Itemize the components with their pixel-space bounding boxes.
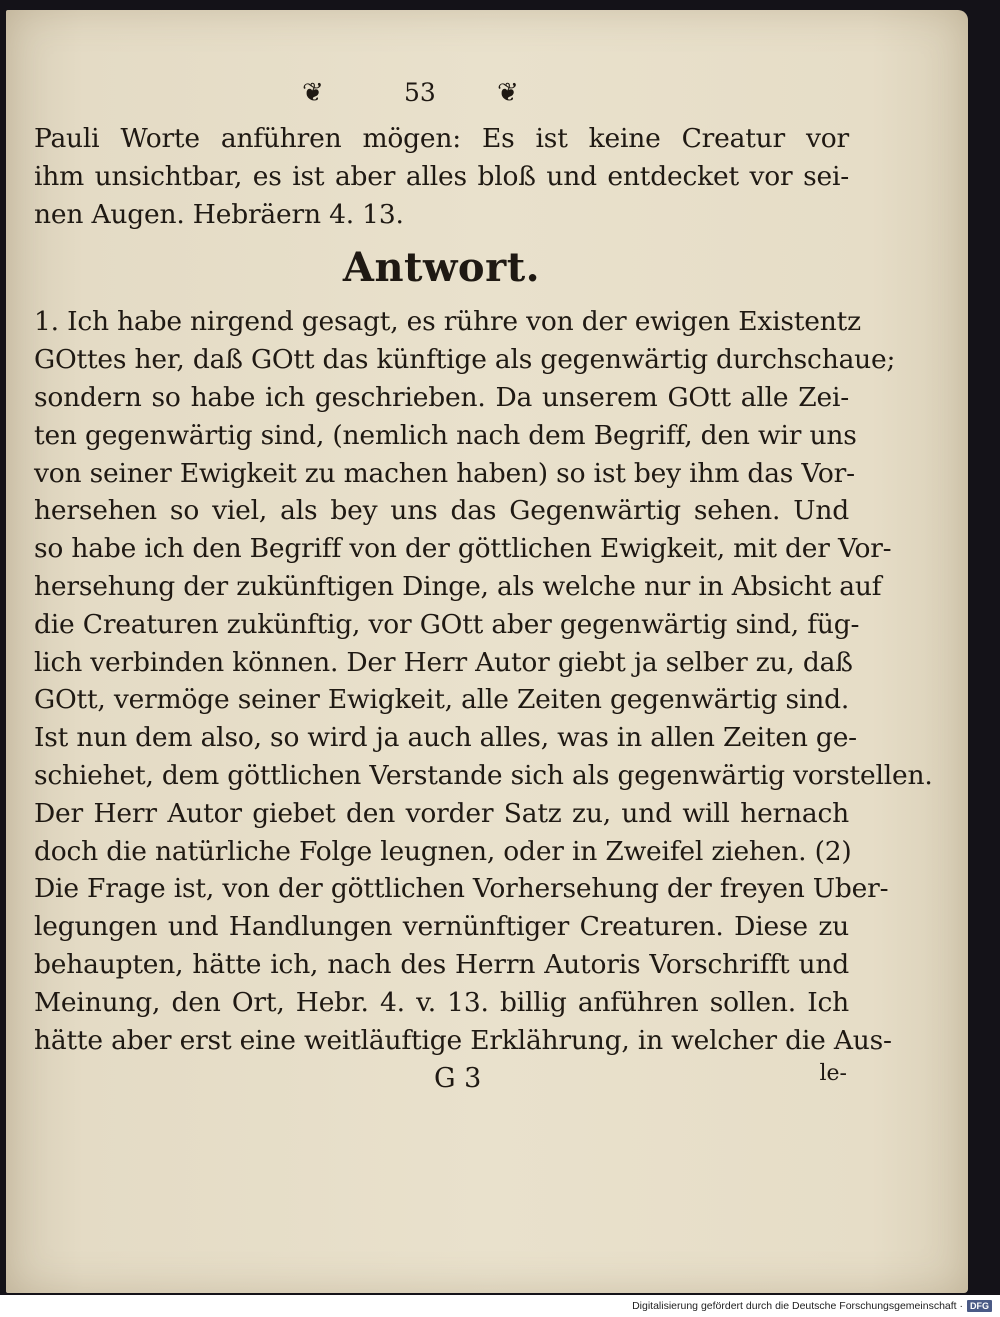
text-line: doch die natürliche Folge leugnen, oder in Zweifel ziehen. (2): [34, 835, 852, 867]
text-line: GOtt, vermöge seiner Ewigkeit, alle Zeiten gegenwärtig sind.: [34, 684, 850, 716]
text-line: 1. Ich habe nirgend gesagt, es rühre von der ewigen Existentz: [34, 306, 861, 338]
text-line: lich verbinden können. Der Herr Autor giebt ja selber zu, daß: [34, 646, 853, 678]
text-line: Der Herr Autor giebet den vorder Satz zu, und will hernach: [34, 797, 849, 829]
catchword: le-: [819, 1061, 847, 1087]
text-line: hersehung der zukünftigen Dinge, als welche nur in Absicht auf: [34, 570, 882, 602]
book-page: [6, 10, 968, 1293]
dfg-logo-icon: DFG: [967, 1300, 992, 1312]
ornament-right-icon: ❦: [497, 78, 519, 108]
signature-mark: G 3: [434, 1063, 482, 1095]
text-line: ten gegenwärtig sind, (nemlich nach dem Begriff, den wir uns: [34, 419, 857, 451]
text-line: Meinung, den Ort, Hebr. 4. v. 13. billig anführen sollen. Ich: [34, 986, 849, 1018]
text-line: Pauli Worte anführen mögen: Es ist keine Creatur vor: [34, 123, 849, 154]
page-number: 53: [404, 78, 436, 107]
text-line: ihm unsichtbar, es ist aber alles bloß und entdecket vor sei-: [34, 160, 849, 192]
text-line: nen Augen. Hebräern 4. 13.: [34, 198, 404, 230]
text-line: sondern so habe ich geschrieben. Da unserem GOtt alle Zei-: [34, 381, 849, 413]
text-line: behaupten, hätte ich, nach des Herrn Autoris Vorschrifft und: [34, 948, 849, 980]
page-text: [34, 70, 933, 1099]
ornament-left-icon: ❦: [302, 78, 324, 108]
text-line: hätte aber erst eine weitläuftige Erklährung, in welcher die Aus-: [34, 1024, 892, 1056]
funding-credit: [632, 1300, 992, 1312]
text-line: legungen und Handlungen vernünftiger Creaturen. Diese zu: [34, 911, 849, 943]
text-line: so habe ich den Begriff von der göttlichen Ewigkeit, mit der Vor-: [34, 533, 892, 565]
page-footer: [34, 1059, 849, 1099]
text-line: die Creaturen zukünftig, vor GOtt aber gegenwärtig sind, füg-: [34, 608, 860, 640]
section-heading: Antwort.: [342, 244, 541, 292]
credit-text: Digitalisierung gefördert durch die Deutsche Forschungsgemeinschaft ·: [632, 1300, 963, 1312]
running-header: [34, 70, 849, 120]
text-line: Ist nun dem also, so wird ja auch alles, was in allen Zeiten ge-: [34, 722, 857, 754]
text-line: schiehet, dem göttlichen Verstande sich als gegenwärtig vorstellen.: [34, 759, 933, 791]
text-line: Die Frage ist, von der göttlichen Vorhersehung der freyen Uber-: [34, 873, 889, 905]
text-line: hersehen so viel, als bey uns das Gegenwärtig sehen. Und: [34, 495, 849, 527]
text-line: GOttes her, daß GOtt das künftige als gegenwärtig durchschaue;: [34, 344, 896, 376]
text-line: von seiner Ewigkeit zu machen haben) so ist bey ihm das Vor-: [34, 457, 855, 489]
